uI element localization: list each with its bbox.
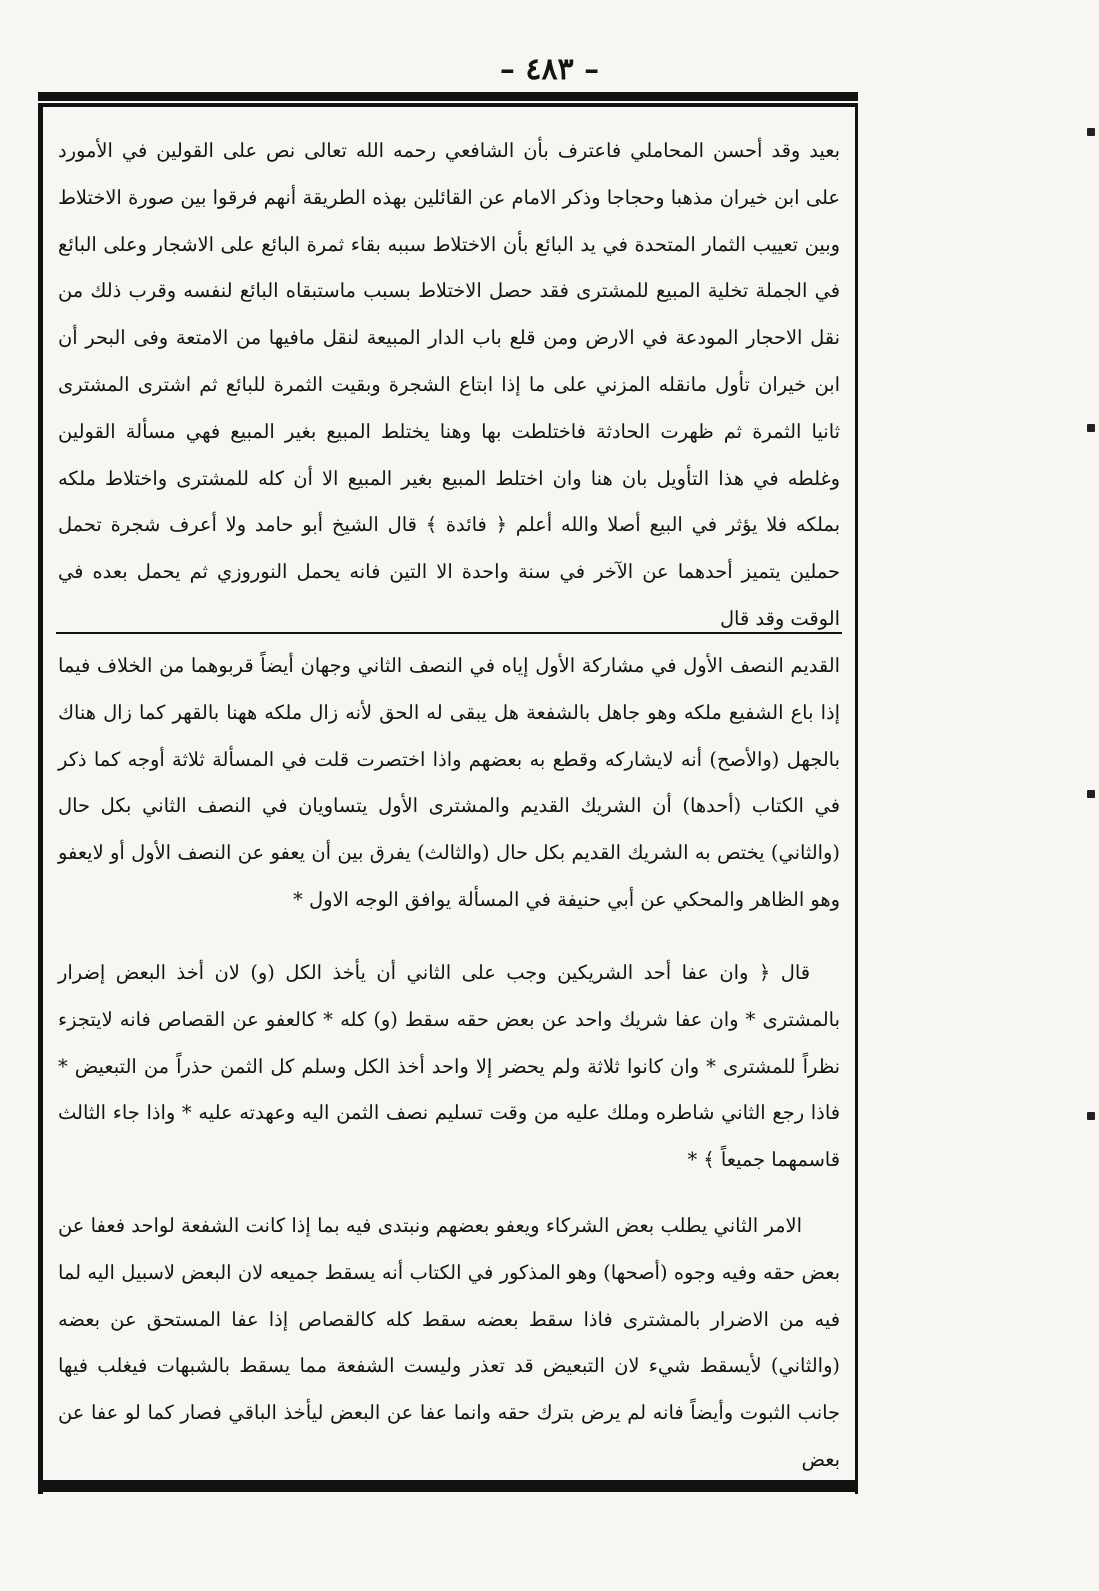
- commentary-lower: [58, 643, 840, 936]
- margin-mark: [1087, 1112, 1095, 1120]
- margin-mark: [1087, 128, 1095, 136]
- section-divider: [56, 632, 842, 634]
- main-text-paragraph: قال ﴿ وان عفا أحد الشريكين وجب على الثاني أن يأخذ الكل (و) لان أخذ البعض إضرار بالمشترى * وان عفا شريك واحد عن بعض حقه سقط (و) كله * كالعفو عن القصاص فانه لايتجزء نظراً للمشترى * وان كانوا ثلاثة ولم يحضر إلا واحد أخذ الكل وسلم كل الثمن حذراً من التبعيض * فاذا رجع الثاني شاطره وملك عليه من وقت تسليم نصف الثمن اليه وعهدته عليه * واذا جاء الثالث قاسمهما جميعاً ﴾ *: [58, 961, 840, 1172]
- commentary-bottom-paragraph: الامر الثاني يطلب بعض الشركاء ويعفو بعضهم ونبتدى فيه بما إذا كانت الشفعة لواحد فعفا عن بعض حقه وفيه وجوه (أصحها) وهو المذكور في الكتاب أنه يسقط جميعه لان البعض لاسبيل اليه لما فيه من الاضرار بالمشترى فاذا سقط بعضه سقط كله كالقصاص إذا عفا المستحق عن بعضه (والثاني) لأيسقط شيء لان التبعيض قد تعذر وليست الشفعة مما يسقط بالشبهات فيغلب فيها جانب الثبوت وأيضاً فانه لم يرض بترك حقه وانما عفا عن البعض ليأخذ الباقي فصار كما لو عفا عن بعض: [58, 1214, 840, 1471]
- top-rule: [38, 92, 858, 103]
- commentary-bottom: [58, 1203, 840, 1471]
- commentary-upper-paragraph: بعيد وقد أحسن المحاملي فاعترف بأن الشافعي رحمه الله تعالى نص على القولين في الأمورد على ابن خيران مذهبا وحجاجا وذكر الامام عن القائلين بهذه الطريقة أنهم فرقوا بين صورة الاختلاط وبين تعييب الثمار المتحدة في يد البائع بأن الاختلاط سببه بقاء ثمرة البائع على الاشجار وعلى البائع في الجملة تخلية المبيع للمشترى فقد حصل الاختلاط بسبب ماستبقاه البائع لنفسه وقرب ذلك من نقل الاحجار المودعة في الارض ومن قلع باب الدار المبيعة لنقل مافيها من الامتعة وفى البحر أن ابن خيران تأول مانقله المزني على ما إذا ابتاع الشجرة وبقيت الثمرة للبائع ثم اشترى المشترى ثانيا الثمرة ثم ظهرت الحادثة فاختلطت بها وهنا يختلط المبيع بغير المبيع فهي مسألة القولين وغلطه في هذا التأويل بان هنا وان اختلط المبيع بغير المبيع الا أن كله للمشترى واختلاط ملكه بملكه فلا يؤثر في البيع أصلا والله أعلم ﴿ فائدة ﴾ قال الشيخ أبو حامد ولا أعرف شجرة تحمل حملين يتميز أحدهما عن الآخر في سنة واحدة الا التين فانه يحمل النوروزي ثم يحمل بعده في الوقت وقد قال: [58, 139, 840, 630]
- commentary-lower-paragraph: القديم النصف الأول في مشاركة الأول إياه في النصف الثاني وجهان أيضاً قربوهما من الخلاف فيما إذا باع الشفيع ملكه وهو جاهل بالشفعة هل يبقى له الحق لأنه زال ملكه ههنا بالقهر كما زال هناك بالجهل (والأصح) أنه لايشاركه وقطع به بعضهم واذا اختصرت قلت في المسألة ثلاثة أوجه كما ذكر في الكتاب (أحدها) أن الشريك القديم والمشترى الأول يتساويان في النصف الثاني بكل حال (والثاني) يختص به الشريك القديم بكل حال (والثالث) يفرق بين أن يعفو عن النصف الأول أو لايعفو وهو الظاهر والمحكي عن أبي حنيفة في المسألة يوافق الوجه الاول *: [58, 654, 840, 911]
- margin-mark: [1087, 424, 1095, 432]
- commentary-upper: [58, 128, 840, 630]
- bottom-rule: [38, 1484, 858, 1492]
- margin-mark: [1087, 790, 1095, 798]
- main-text: [58, 950, 840, 1192]
- page-number: – ٤٨٣ –: [499, 52, 600, 87]
